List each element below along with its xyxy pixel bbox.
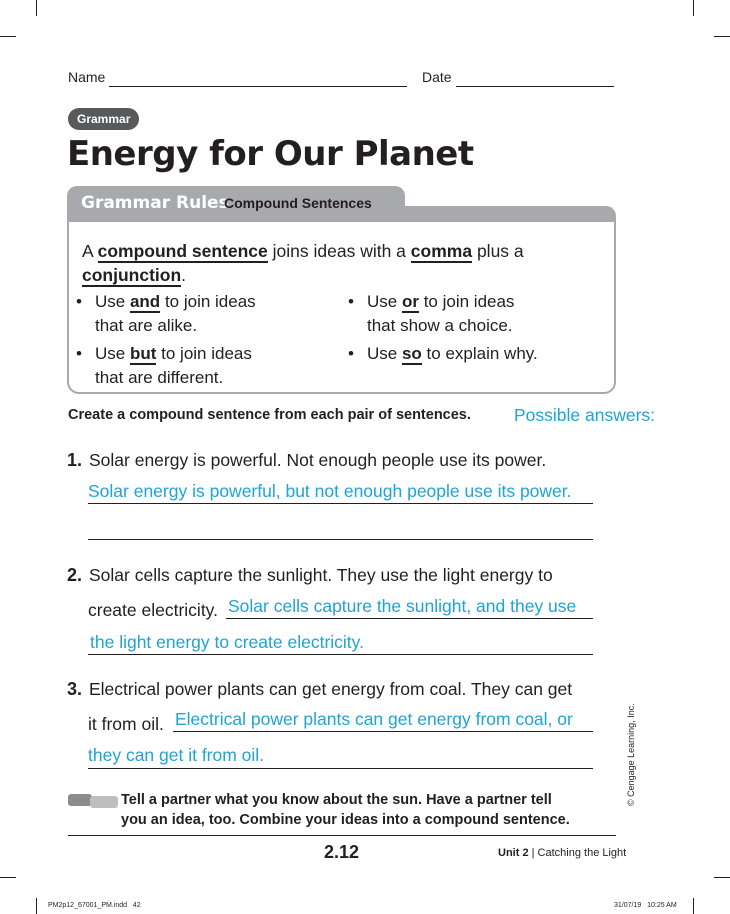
- partner-prompt: [121, 790, 570, 830]
- item-2-answer-line-2-rule[interactable]: [88, 654, 593, 655]
- name-field[interactable]: [109, 86, 407, 87]
- item-2-answer-line-2: the light energy to create electricity.: [90, 632, 364, 652]
- item-3-prompt-line-2: it from oil.: [88, 714, 164, 734]
- conjunction-and: and: [129, 292, 161, 311]
- name-label: Name: [68, 69, 106, 85]
- term-comma: comma: [410, 241, 473, 261]
- partner-prompt-line-2: you an idea, too. Combine your ideas into a compound sentence.: [121, 812, 570, 828]
- item-2-answer-line-1: Solar cells capture the sunlight, and they use: [228, 596, 577, 616]
- rules-intro: A compound sentence joins ideas with a comma plus a conjunction.: [82, 241, 524, 285]
- unit-title: Catching the Light: [537, 847, 627, 859]
- item-3-number: 3.: [67, 679, 83, 699]
- speech-bubbles-icon: [68, 794, 120, 808]
- item-3-answer-line-2: they can get it from oil.: [88, 745, 265, 765]
- item-1-number: 1.: [67, 450, 83, 470]
- rule-bullet-and: • Use and to join ideas that are alike.: [76, 292, 256, 335]
- item-2-prompt-line-1: Solar cells capture the sunlight. They use the light energy to: [89, 565, 553, 585]
- grammar-tag-label: Grammar: [77, 112, 131, 126]
- rules-tab-title: Grammar Rules: [81, 193, 229, 213]
- item-1-answer-line-2[interactable]: [88, 539, 593, 540]
- term-conjunction: conjunction: [82, 265, 182, 285]
- slug-date: 31/07/19 10:25 AM: [614, 902, 677, 909]
- footer-rule: [68, 835, 616, 836]
- crop-mark: [693, 0, 694, 16]
- date-label: Date: [422, 69, 452, 85]
- partner-prompt-line-1: Tell a partner what you know about the sun. Have a partner tell: [121, 792, 552, 808]
- copyright: © Cengage Learning, Inc.: [626, 703, 636, 806]
- crop-mark: [0, 36, 16, 37]
- crop-mark: [714, 877, 730, 878]
- unit-label: Unit 2: [498, 847, 529, 859]
- grammar-tag: [68, 108, 139, 130]
- crop-mark: [693, 898, 694, 914]
- date-field[interactable]: [456, 86, 614, 87]
- item-3-prompt-line-1: Electrical power plants can get energy from coal. They can get: [89, 679, 573, 699]
- item-1-prompt: Solar energy is powerful. Not enough people use its power.: [89, 450, 547, 470]
- unit-info: Unit 2 | Catching the Light: [498, 847, 627, 859]
- item-2-answer-line-1-rule[interactable]: [226, 618, 593, 619]
- crop-mark: [36, 898, 37, 914]
- crop-mark: [714, 36, 730, 37]
- slug-file: PM2p12_67001_PM.indd 42: [48, 902, 141, 909]
- conjunction-so: so: [401, 344, 422, 363]
- page-number: 2.12: [324, 842, 360, 862]
- conjunction-but: but: [129, 344, 157, 363]
- item-1-answer: Solar energy is powerful, but not enough people use its power.: [88, 481, 572, 501]
- possible-answers-label: Possible answers:: [514, 405, 656, 425]
- item-3-answer-line-1-rule[interactable]: [173, 731, 593, 732]
- conjunction-or: or: [401, 292, 419, 311]
- item-3-answer-line-2-rule[interactable]: [88, 768, 593, 769]
- rules-tab-subtitle: Compound Sentences: [224, 195, 372, 211]
- rule-bullet-or: • Use or to join ideas that show a choice.: [348, 292, 515, 335]
- page-title: Energy for Our Planet: [67, 134, 474, 174]
- crop-mark: [0, 877, 16, 878]
- item-3-answer-line-1: Electrical power plants can get energy from coal, or: [175, 709, 573, 729]
- item-1-answer-line-1[interactable]: [88, 503, 593, 504]
- item-2-prompt-line-2: create electricity.: [88, 600, 218, 620]
- rule-bullet-but: • Use but to join ideas that are different.: [76, 344, 252, 387]
- term-compound-sentence: compound sentence: [97, 241, 268, 261]
- item-2-number: 2.: [67, 565, 83, 585]
- instructions: Create a compound sentence from each pair of sentences.: [68, 407, 471, 423]
- crop-mark: [36, 0, 37, 16]
- rule-bullet-so: • Use so to explain why.: [348, 344, 538, 363]
